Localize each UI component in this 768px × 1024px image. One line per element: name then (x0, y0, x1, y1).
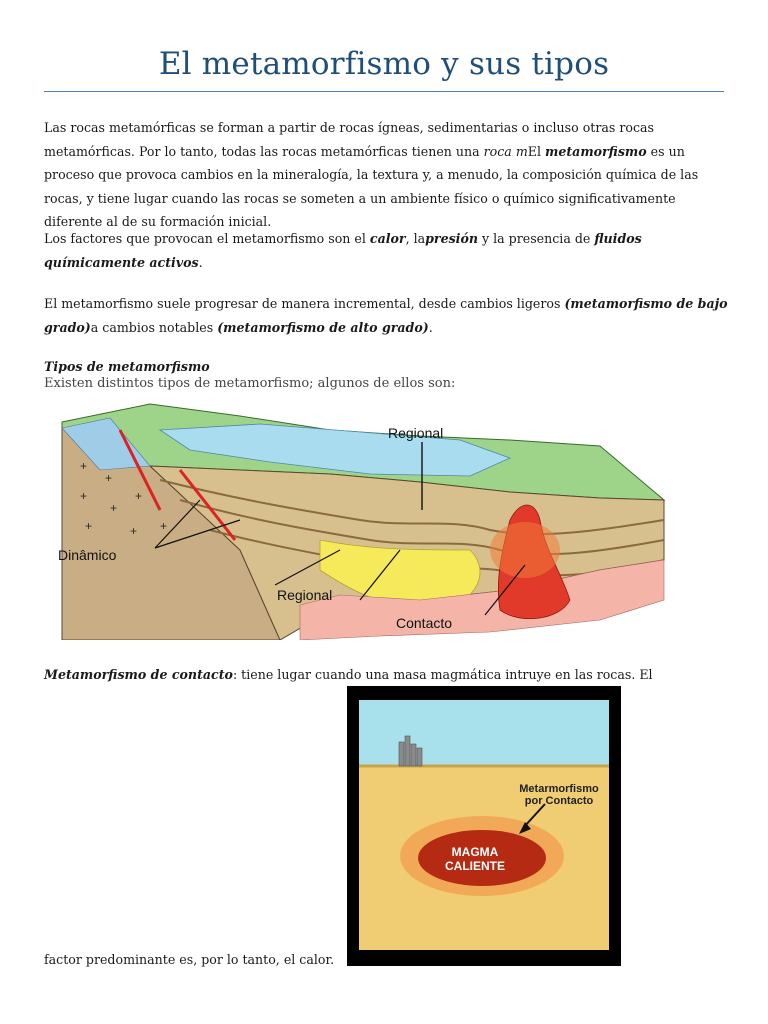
svg-text:+: + (110, 501, 118, 515)
p3-term-bajo-grado: (metamorfismo de bajo grado) (44, 296, 728, 335)
section-heading: Tipos de metamorfismo (44, 359, 210, 374)
contact-paragraph-line2: factor predominante es, por lo tanto, el calor. (44, 952, 335, 967)
svg-text:+: + (130, 524, 138, 538)
p2-term-presion: presión (425, 231, 479, 246)
svg-text:+: + (135, 489, 143, 503)
svg-text:+: + (80, 489, 88, 503)
paragraph-intro (44, 116, 728, 234)
p1-term-metamorfismo: metamorfismo (545, 143, 647, 159)
p3-text-1: El metamorfismo suele progresar de manera incremental, desde cambios ligeros (44, 296, 565, 311)
page-title: El metamorfismo y sus tipos (158, 46, 610, 82)
svg-text:+: + (80, 459, 88, 473)
p2-text-5: y la presencia de (478, 231, 595, 246)
p1-text-1: Las rocas metamórficas se forman a partir de rocas ígneas, sedimentarias o incluso otras rocas metamórficas. Por lo tanto, todas las rocas metamórficas tienen una (44, 120, 654, 159)
p2-text-7: . (198, 254, 203, 270)
contact-term: Metamorfismo de contacto (44, 667, 233, 682)
p3-text-3: a cambios notables (90, 319, 218, 335)
p1-text-2: roca m (483, 143, 528, 159)
p1-text-3: El (527, 143, 545, 159)
diagram-label-contacto: Contacto (396, 615, 453, 631)
contact-image-label-2: por Contacto (524, 795, 594, 807)
contact-image-sky (359, 700, 609, 766)
diagram-magma-halo (490, 522, 560, 578)
p3-text-5: . (428, 319, 433, 335)
svg-text:+: + (105, 471, 113, 485)
title-underline (44, 91, 724, 92)
contact-metamorphism-image (347, 686, 621, 966)
p2-term-calor: calor (369, 231, 406, 246)
contact-image-magma-label-1: MAGMA (451, 845, 499, 859)
paragraph-factors (44, 227, 728, 274)
p1-text-5: es un proceso que provoca cambios en la mineralogía, la textura y, a menudo, la composición química de las rocas, y tiene lugar cuando las rocas se someten a un ambiente físico o químico significativamente diferente al de su formación inicial. (44, 143, 699, 229)
contact-text: : tiene lugar cuando una masa magmática intruye en las rocas. El (232, 667, 653, 682)
contact-image-label-1: Metarmorfismo (519, 783, 599, 795)
p2-term-fluidos: fluidos químicamente activos (44, 231, 642, 270)
section-intro: Existen distintos tipos de metamorfismo; algunos de ellos son: (44, 376, 456, 391)
p2-text-3: , la (405, 231, 426, 246)
svg-text:+: + (160, 519, 168, 533)
contact-image-magma-label-2: CALIENTE (445, 859, 505, 873)
svg-text:+: + (85, 519, 93, 533)
metamorphism-block-diagram (40, 400, 680, 640)
diagram-label-regional-top: Regional (388, 425, 444, 441)
contact-paragraph-line1 (44, 667, 653, 682)
p3-term-alto-grado: (metamorfismo de alto grado) (217, 319, 429, 335)
diagram-label-dinamico: Dinâmico (58, 547, 117, 563)
diagram-label-regional-bottom: Regional (277, 587, 333, 603)
paragraph-grades (44, 292, 728, 339)
p2-text-1: Los factores que provocan el metamorfismo son el (44, 231, 370, 246)
